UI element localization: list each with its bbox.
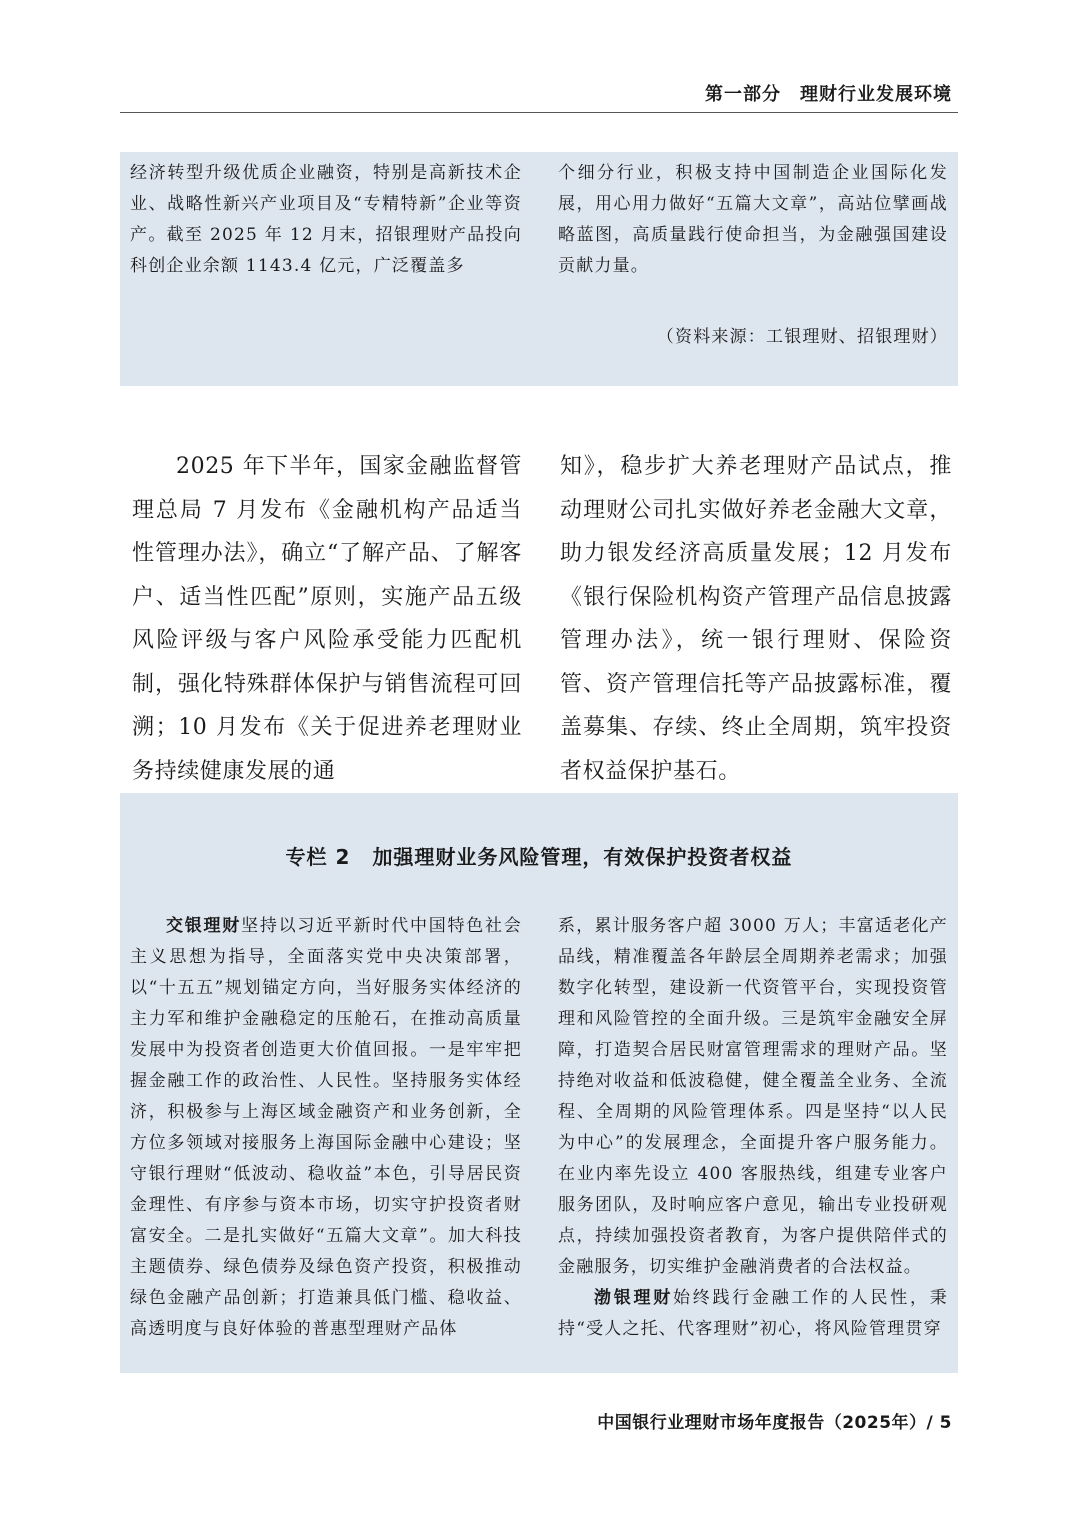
column-box-number: 专栏 2	[285, 845, 351, 869]
company-name-bohai: 渤银理财	[594, 1288, 674, 1308]
column-box-heading: 加强理财业务风险管理，有效保护投资者权益	[372, 845, 793, 869]
source-note: （资料来源：工银理财、招银理财）	[656, 327, 948, 347]
column-text-bocom-continued: 系，累计服务客户超 3000 万人；丰富适老化产品线，精准覆盖各年龄层全周期养老需求；加强数字化转型，建设新一代资管平台，实现投资管理和风险管控的全面升级。三是筑牢金融安全屏障，打造契合居民财富管理需求的理财产品。坚持绝对收益和低波稳健，健全覆盖全业务、全流程、全周期的风险管理体系。四是坚持“以人民为中心”的发展理念，全面提升客户服务能力。在业内率先设立 400 客服热线，组建专业客户服务团队，及时响应客户意见，输出专业投研观点，持续加强投资者教育，为客户提供陪伴式的金融服务，切实维护金融消费者的合法权益。	[558, 916, 948, 1277]
column-paragraph-bohai	[558, 1283, 948, 1345]
info-box-left-column	[130, 158, 522, 282]
column-text-bohai: 始终践行金融工作的人民性，秉持“受人之托、代客理财”初心，将风险管理贯穿	[558, 1288, 948, 1339]
column-box-left	[130, 911, 522, 1345]
column-box-right	[558, 911, 948, 1345]
body-right-column	[560, 445, 952, 793]
info-box-right-text: 个细分行业，积极支持中国制造企业国际化发展，用心用力做好“五篇大文章”，高站位擘画战略蓝图，高质量践行使命担当，为金融强国建设贡献力量。	[558, 163, 948, 276]
body-paragraph-continued: 知》，稳步扩大养老理财产品试点，推动理财公司扎实做好养老金融大文章，助力银发经济高质量发展；12 月发布《银行保险机构资产管理产品信息披露管理办法》，统一银行理财、保险资管、资产管理信托等产品披露标准，覆盖募集、存续、终止全周期，筑牢投资者权益保护基石。	[560, 454, 952, 784]
page-footer: 中国银行业理财市场年度报告（2025年）/ 5	[597, 1413, 952, 1433]
company-name-bocom: 交银理财	[166, 916, 242, 936]
column-paragraph-bocom	[130, 911, 522, 1345]
column-text-bocom: 坚持以习近平新时代中国特色社会主义思想为指导，全面落实党中央决策部署，以“十五五”规划锚定方向，当好服务实体经济的主力军和维护金融稳定的压舱石，在推动高质量发展中为投资者创造更大价值回报。一是牢牢把握金融工作的政治性、人民性。坚持服务实体经济，积极参与上海区域金融资产和业务创新，全方位多领域对接服务上海国际金融中心建设；坚守银行理财“低波动、稳收益”本色，引导居民资金理性、有序参与资本市场，切实守护投资者财富安全。二是扎实做好“五篇大文章”。加大科技主题债券、绿色债券及绿色资产投资，积极推动绿色金融产品创新；打造兼具低门槛、稳收益、高透明度与良好体验的普惠型理财产品体	[130, 916, 523, 1339]
column-box-title	[120, 841, 958, 870]
header-divider	[120, 112, 958, 113]
running-header: 第一部分 理财行业发展环境	[705, 84, 952, 105]
body-left-column	[132, 445, 522, 793]
column-box-2	[120, 793, 958, 1373]
info-box-continued	[120, 152, 958, 386]
info-box-left-text: 经济转型升级优质企业融资，特别是高新技术企业、战略性新兴产业项目及“专精特新”企业等资产。截至 2025 年 12 月末，招银理财产品投向科创企业余额 1143.4 亿元，广泛覆盖多	[130, 163, 522, 276]
body-paragraph: 2025 年下半年，国家金融监督管理总局 7 月发布《金融机构产品适当性管理办法》，确立“了解产品、了解客户、适当性匹配”原则，实施产品五级风险评级与客户风险承受能力匹配机制，强化特殊群体保护与销售流程可回溯；10 月发布《关于促进养老理财业务持续健康发展的通	[132, 454, 522, 784]
info-box-right-column	[558, 158, 948, 282]
